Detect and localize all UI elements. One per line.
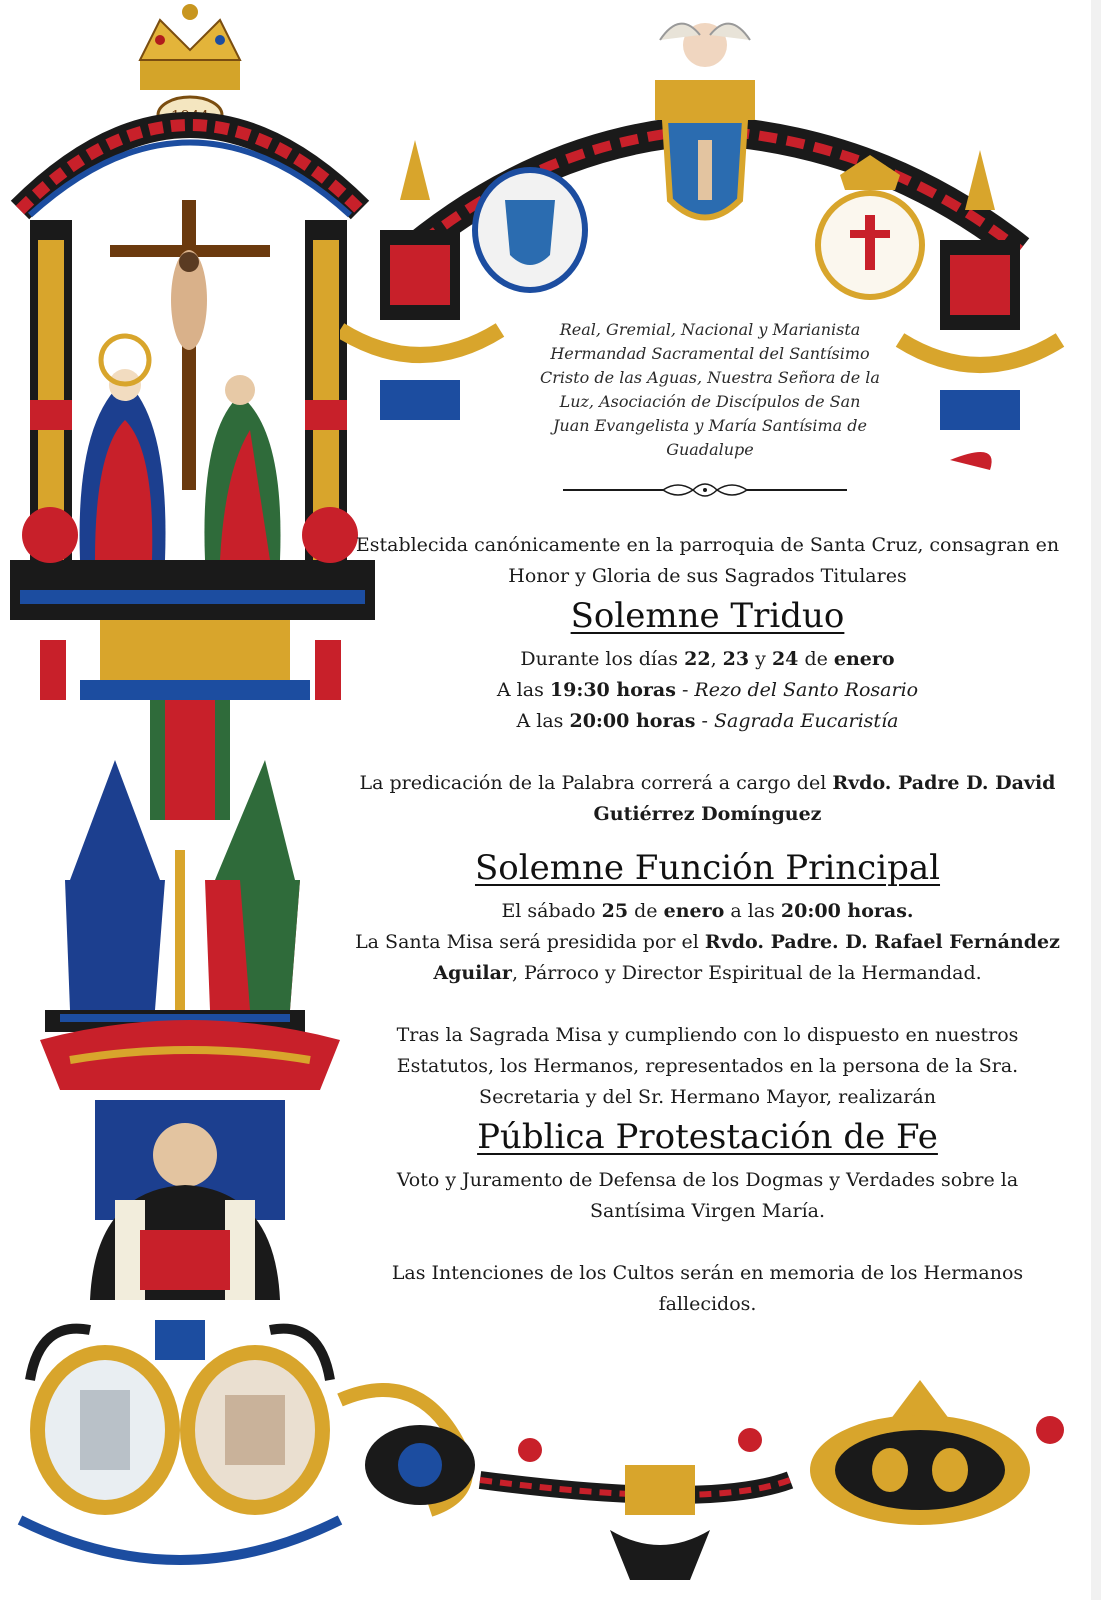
funcion-date: El sábado 25 de enero a las 20:00 horas.	[501, 900, 914, 922]
triduo-eucharist-time: A las 20:00 horas - Sagrada Eucaristía	[516, 710, 899, 732]
intro-text: Establecida canónicamente en la parroquia de Santa Cruz, consagran en Honor y Gloria de sus Sagrados Titulares	[355, 534, 1060, 587]
triduo-title: Solemne Triduo	[570, 596, 845, 636]
main-content	[350, 530, 1065, 1320]
church-medallions-icon	[30, 1320, 330, 1515]
crown-emblem	[140, 4, 240, 90]
bottom-right-emblem-icon	[810, 1380, 1030, 1525]
saint-john-figure-icon	[204, 375, 280, 560]
year-emblem-text: 1944	[170, 107, 210, 125]
bottom-center-urn-icon	[610, 1465, 710, 1580]
cherub-icon	[660, 23, 750, 67]
funcion-title: Solemne Función Principal	[474, 848, 941, 888]
virgin-figure-icon	[80, 336, 166, 560]
right-edge-shade	[1091, 0, 1101, 1600]
bottom-ornamental-frame	[330, 1370, 1101, 1600]
left-coat-of-arms-icon	[475, 170, 585, 290]
left-urn-icon	[340, 140, 500, 420]
triduo-dates: Durante los días 22, 23 y 24 de enero	[520, 648, 895, 670]
after-mass-text: Tras la Sagrada Misa y cumpliendo con lo dispuesto en nuestros Estatutos, los Hermanos, representados en la persona de la Sra. Secretaria y del Sr. Hermano Mayor, realizarán	[396, 1024, 1019, 1108]
triduo-rosary-time: A las 19:30 horas - Rezo del Santo Rosario	[496, 679, 919, 701]
protestacion-title: Pública Protestación de Fe	[477, 1117, 938, 1157]
central-coat-of-arms-icon	[655, 80, 755, 218]
brotherhood-name: Real, Gremial, Nacional y Marianista Hermandad Sacramental del Santísimo Cristo de las Aguas, Nuestra Señora de la Luz, Asociación de Discípulos de San Juan Evangelista y María Santísima de Guadalupe	[540, 320, 880, 459]
vow-text: Voto y Juramento de Defensa de los Dogmas y Verdades sobre la Santísima Virgen María.	[396, 1169, 1019, 1222]
preaching-text: La predicación de la Palabra correrá a cargo del Rvdo. Padre D. David Gutiérrez Domínguez	[359, 772, 1056, 825]
ornamental-divider	[563, 478, 847, 502]
priest-portrait-icon	[90, 1100, 285, 1300]
mass-celebrant-text: La Santa Misa será presidida por el Rvdo. Padre. D. Rafael Fernández Aguilar, Párroco y Director Espiritual de la Hermandad.	[355, 931, 1060, 984]
intentions-text: Las Intenciones de los Cultos serán en memoria de los Hermanos fallecidos.	[391, 1262, 1024, 1315]
